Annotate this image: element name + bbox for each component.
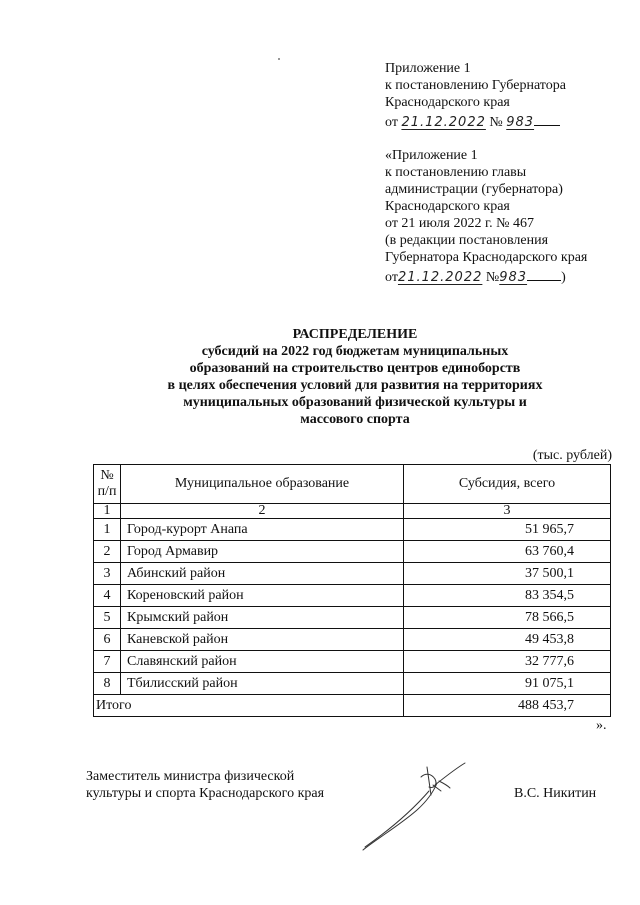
prev-annex-line-6: (в редакции постановления <box>385 233 549 248</box>
row-subsidy: 91 075,1 <box>404 673 611 695</box>
distribution-table <box>93 464 611 717</box>
prev-annex-date-line <box>385 266 566 286</box>
doc-subtitle-line-5: массового спорта <box>300 412 410 427</box>
prev-annex-line-2: к постановлению главы <box>385 165 527 180</box>
prev-annex-line-1: «Приложение 1 <box>385 148 478 163</box>
prev-annex-number-blank <box>527 266 561 281</box>
signatory-title <box>86 768 324 802</box>
row-municipality: Крымский район <box>121 607 404 629</box>
row-municipality: Тбилисский район <box>121 673 404 695</box>
row-subsidy: 49 453,8 <box>404 629 611 651</box>
annex-line-2: к постановлению Губернатора <box>385 78 566 93</box>
row-num: 2 <box>94 541 121 563</box>
total-label: Итого <box>94 695 404 717</box>
row-municipality: Город-курорт Анапа <box>121 519 404 541</box>
row-municipality: Абинский район <box>121 563 404 585</box>
signatory-name: В.С. Никитин <box>514 786 597 801</box>
signatory-title-line-1: Заместитель министра физической <box>86 769 295 784</box>
prev-annex-date-value: 21.12.2022 <box>397 270 483 285</box>
doc-subtitle-line-4: муниципальных образований физической культуры и <box>183 395 527 410</box>
row-num: 8 <box>94 673 121 695</box>
header-municipality: Муниципальное образование <box>121 465 404 504</box>
doc-subtitle-line-3: в целях обеспечения условий для развития на территориях <box>167 378 543 393</box>
total-row <box>94 695 611 717</box>
table-row <box>94 541 611 563</box>
prev-annex-line-4: Краснодарского края <box>385 199 510 214</box>
annex-number-value: 983 <box>506 115 535 130</box>
doc-title: РАСПРЕДЕЛЕНИЕ <box>292 327 418 342</box>
table-row <box>94 563 611 585</box>
annex-date-line <box>385 111 560 131</box>
row-subsidy: 83 354,5 <box>404 585 611 607</box>
row-num: 7 <box>94 651 121 673</box>
row-num: 5 <box>94 607 121 629</box>
prev-annex-number-value: 983 <box>499 270 528 285</box>
row-num: 1 <box>94 519 121 541</box>
prev-annex-line-3: администрации (губернатора) <box>385 182 563 197</box>
row-municipality: Город Армавир <box>121 541 404 563</box>
header-num: № п/п <box>94 465 121 504</box>
doc-subtitle-line-1: субсидий на 2022 год бюджетам муниципальных <box>201 344 509 359</box>
signatory-title-line-2: культуры и спорта Краснодарского края <box>86 786 325 801</box>
row-subsidy: 32 777,6 <box>404 651 611 673</box>
table-row <box>94 585 611 607</box>
units-label: (тыс. рублей) <box>532 448 612 463</box>
row-subsidy: 51 965,7 <box>404 519 611 541</box>
row-num: 4 <box>94 585 121 607</box>
row-municipality: Славянский район <box>121 651 404 673</box>
column-number: 3 <box>404 504 611 519</box>
row-subsidy: 37 500,1 <box>404 563 611 585</box>
column-number-row <box>94 504 611 519</box>
handwritten-signature <box>355 755 475 855</box>
table-row <box>94 519 611 541</box>
table-row <box>94 607 611 629</box>
row-municipality: Кореновский район <box>121 585 404 607</box>
prev-annex-number-prefix: № <box>485 270 500 285</box>
scan-speck <box>278 58 280 60</box>
column-number: 2 <box>121 504 404 519</box>
annex-line-3: Краснодарского края <box>385 95 510 110</box>
row-num: 3 <box>94 563 121 585</box>
prev-annex-date-prefix: от <box>385 270 398 285</box>
annex-date-value: 21.12.2022 <box>401 115 486 130</box>
prev-annex-line-7: Губернатора Краснодарского края <box>385 250 588 265</box>
annex-number-blank <box>534 111 560 126</box>
header-subsidy: Субсидия, всего <box>404 465 611 504</box>
row-subsidy: 63 760,4 <box>404 541 611 563</box>
row-municipality: Каневской район <box>121 629 404 651</box>
column-number: 1 <box>94 504 121 519</box>
table-header-row <box>94 465 611 504</box>
row-num: 6 <box>94 629 121 651</box>
total-value: 488 453,7 <box>404 695 611 717</box>
table-row <box>94 651 611 673</box>
row-subsidy: 78 566,5 <box>404 607 611 629</box>
prev-annex-closing-paren: ) <box>561 270 566 285</box>
table-row <box>94 629 611 651</box>
annex-line-1: Приложение 1 <box>385 61 471 76</box>
annex-number-prefix: № <box>489 115 503 130</box>
doc-subtitle-line-2: образований на строительство центров единоборств <box>189 361 521 376</box>
table-row <box>94 673 611 695</box>
prev-annex-line-5: от 21 июля 2022 г. № 467 <box>385 216 534 231</box>
closing-mark: ». <box>596 718 607 733</box>
annex-date-prefix: от <box>385 115 398 130</box>
